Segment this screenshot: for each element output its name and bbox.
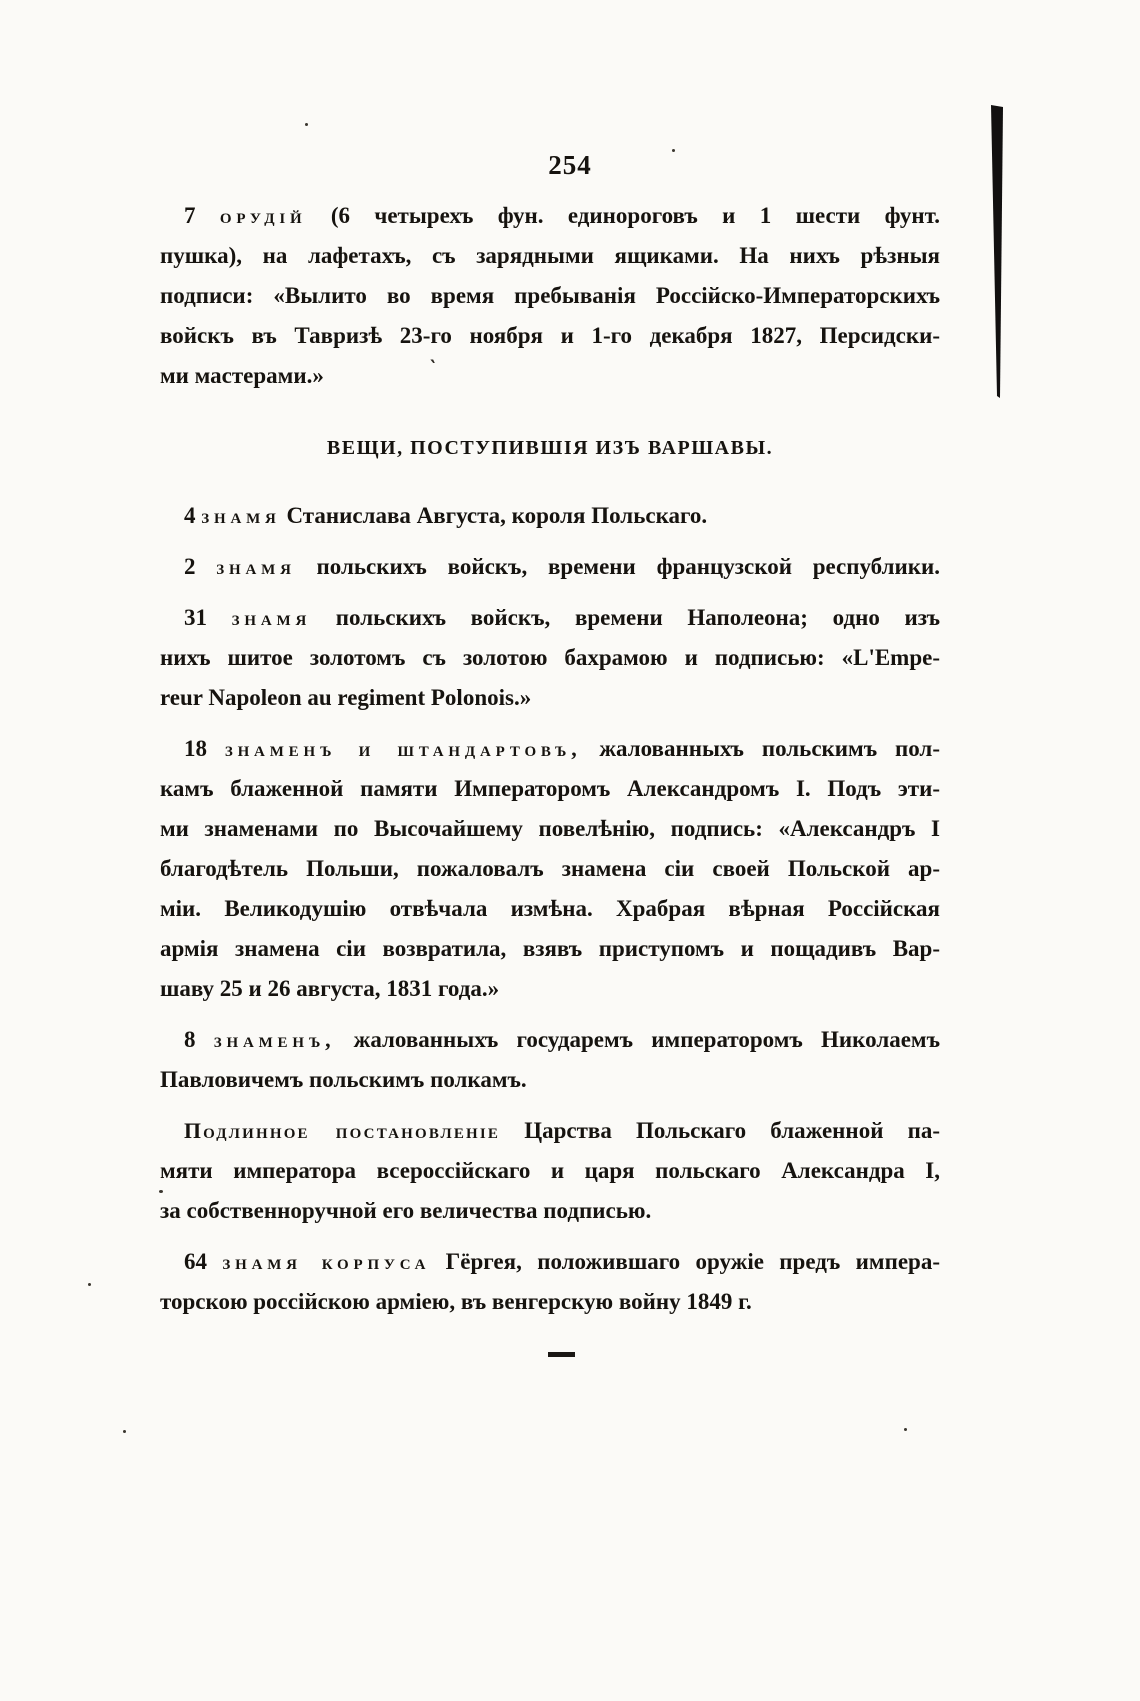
scan-speck xyxy=(305,123,308,126)
text-line xyxy=(160,1191,940,1231)
text-line xyxy=(160,276,940,316)
text-segment: ми знаменами по Высочайшему повелѣнію, подпись: «Александръ I xyxy=(160,816,940,841)
text-line xyxy=(160,809,940,849)
text-segment: армія знамена сіи возвратила, взявъ приступомъ и пощадивъ Вар- xyxy=(160,936,940,961)
text-line xyxy=(160,316,940,356)
letterspaced-word: знаменъ и штандартовъ, xyxy=(224,737,582,761)
text-segment: 4 xyxy=(184,503,202,528)
text-segment: жалованныхъ польскимъ пол- xyxy=(581,736,940,761)
paragraph xyxy=(160,1111,940,1231)
text-line xyxy=(160,598,940,638)
text-segment: камъ блаженной памяти Императоромъ Александромъ I. Подъ эти- xyxy=(160,776,940,801)
text-segment: Гёргея, положившаго оружіе предъ импера- xyxy=(430,1249,940,1274)
text-segment: 7 xyxy=(184,203,220,228)
text-segment: жалованныхъ государемъ императоромъ Николаемъ xyxy=(335,1027,941,1052)
text-segment: польскихъ войскъ, времени Наполеона; одно изъ xyxy=(311,605,940,630)
letterspaced-word: знамя корпуса xyxy=(222,1250,431,1274)
text-block xyxy=(160,0,940,1322)
text-segment: пушка), на лафетахъ, съ зарядными ящиками. На нихъ рѣзныя xyxy=(160,243,940,268)
text-segment: 64 xyxy=(184,1249,223,1274)
text-line xyxy=(160,496,940,536)
intro-section xyxy=(160,196,940,396)
scan-speck xyxy=(159,1190,163,1193)
text-line xyxy=(160,1242,940,1282)
text-line xyxy=(160,1020,940,1060)
text-segment: нихъ шитое золотомъ съ золотою бахрамою и подписью: «L'Empe- xyxy=(160,645,940,670)
paragraph xyxy=(160,729,940,1009)
letterspaced-word: знамя xyxy=(216,555,296,579)
section-heading: ВЕЩИ, ПОСТУПИВШІЯ ИЗЪ ВАРШАВЫ. xyxy=(326,437,774,459)
paragraph xyxy=(160,547,940,587)
scan-speck xyxy=(672,149,675,152)
text-segment: (6 четырехъ фун. единороговъ и 1 шести фунт. xyxy=(306,203,941,228)
text-segment: Царства Польскаго блаженной па- xyxy=(500,1118,940,1143)
text-line xyxy=(160,729,940,769)
letterspaced-word: Подлинное постановленіе xyxy=(184,1119,501,1143)
text-line xyxy=(160,769,940,809)
text-segment: торскою россійскою арміею, въ венгерскую войну 1849 г. xyxy=(160,1289,752,1314)
paragraph xyxy=(160,598,940,718)
ink-mark-artifact xyxy=(984,100,1010,406)
text-line xyxy=(160,1111,940,1151)
text-segment: войскъ въ Тавризѣ 23-го ноября и 1-го декабря 1827, Персидски- xyxy=(160,323,940,348)
letterspaced-word: знаменъ, xyxy=(213,1028,336,1052)
paragraph xyxy=(160,1020,940,1100)
text-segment: reur Napoleon au regiment Polonois.» xyxy=(160,685,532,710)
text-segment: 18 xyxy=(184,736,225,761)
paragraph xyxy=(160,496,940,536)
page-number: 254 xyxy=(548,150,592,180)
paragraph xyxy=(160,1242,940,1322)
text-segment: 2 xyxy=(184,554,217,579)
text-segment: Станислава Августа, короля Польскаго. xyxy=(280,503,708,528)
text-line xyxy=(160,236,940,276)
text-line xyxy=(160,1060,940,1100)
text-line xyxy=(160,547,940,587)
text-line xyxy=(160,1151,940,1191)
letterspaced-word: знамя xyxy=(201,504,281,528)
text-segment: 31 xyxy=(184,605,232,630)
text-line xyxy=(160,849,940,889)
scan-speck xyxy=(123,1430,126,1433)
text-segment: подписи: «Вылито во время пребыванія Россійско-Императорскихъ xyxy=(160,283,940,308)
text-line xyxy=(160,969,940,1009)
text-line xyxy=(160,889,940,929)
text-segment: польскихъ войскъ, времени французской республики. xyxy=(295,554,941,579)
section-divider-dash xyxy=(548,1352,575,1357)
text-segment: за собственноручной его величества подписью. xyxy=(160,1198,652,1223)
text-segment: благодѣтель Польши, пожаловалъ знамена сіи своей Польской ар- xyxy=(160,856,940,881)
scan-speck xyxy=(88,1283,91,1286)
scan-speck xyxy=(904,1428,907,1431)
text-line xyxy=(160,929,940,969)
letterspaced-word: орудій xyxy=(219,204,307,228)
text-segment: ми мастерами.» xyxy=(160,363,324,388)
text-segment: міи. Великодушію отвѣчала измѣна. Храбрая вѣрная Россійская xyxy=(160,896,940,921)
text-line xyxy=(160,356,940,396)
letterspaced-word: знамя xyxy=(231,606,312,630)
text-line xyxy=(160,638,940,678)
text-segment: шаву 25 и 26 августа, 1831 года.» xyxy=(160,976,500,1001)
text-line xyxy=(160,678,940,718)
text-line xyxy=(160,1282,940,1322)
text-line xyxy=(160,196,940,236)
text-segment: 8 xyxy=(184,1027,214,1052)
scan-speck: ‵ xyxy=(430,357,436,379)
paragraph xyxy=(160,196,940,396)
text-segment: мяти императора всероссійскаго и царя польскаго Александра I, xyxy=(160,1158,940,1183)
warsaw-items-section xyxy=(160,496,940,1322)
text-segment: Павловичемъ польскимъ полкамъ. xyxy=(160,1067,527,1092)
